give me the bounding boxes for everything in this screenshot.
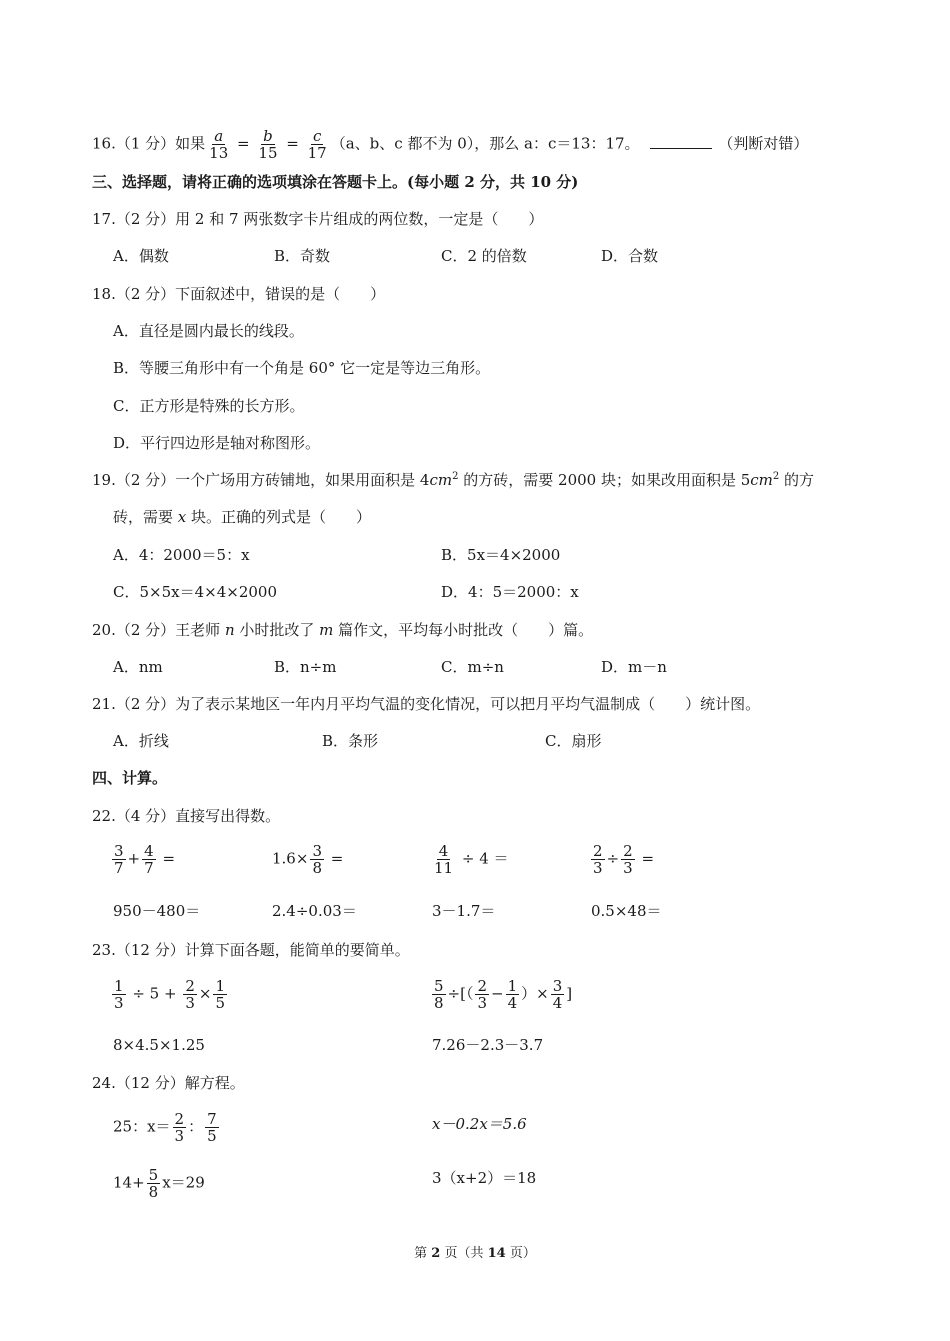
question-23-stem: 23.（12 分）计算下面各题，能简单的要简单。 xyxy=(92,941,410,959)
q24-equation-4: 3（x+2）＝18 xyxy=(432,1169,537,1187)
fraction-a-13: $\frac{a}{13}$ xyxy=(209,127,229,162)
question-19-stem-line2: 砖，需要 x 块。正确的列式是（ ） xyxy=(113,508,372,526)
q24-equation-1: 25：x＝ $\frac{2}{3}$ ： $\frac{7}{5}$ xyxy=(113,1110,217,1145)
section-3-heading: 三、选择题，请将正确的选项填涂在答题卡上。(每小题 2 分，共 10 分) xyxy=(92,173,579,191)
answer-blank[interactable] xyxy=(650,134,712,149)
q18-option-c[interactable]: C．正方形是特殊的长方形。 xyxy=(113,397,305,415)
question-24-stem: 24.（12 分）解方程。 xyxy=(92,1074,245,1092)
q24-equation-2: x－0.2x＝5.6 xyxy=(432,1115,527,1133)
q22-expr-1: $\frac{3}{7}$ + $\frac{4}{7}$ = xyxy=(114,842,176,877)
q21-option-c[interactable]: C．扇形 xyxy=(545,732,602,750)
q20-option-b[interactable]: B．n÷m xyxy=(274,658,337,676)
q22-expr-2: 1.6× $\frac{3}{8}$ = xyxy=(272,842,344,877)
q22-expr-7: 3－1.7＝ xyxy=(432,902,496,920)
q18-option-d[interactable]: D．平行四边形是轴对称图形。 xyxy=(113,434,321,452)
q20-option-c[interactable]: C．m÷n xyxy=(441,658,504,676)
question-16: 16.（1 分）如果 $\frac{a}{13}$ = $\frac{b}{15}$ = $\frac{c}{17}$ （a、b、c 都不为 0），那么 a：c＝13：17。 （判断对错） xyxy=(92,127,809,162)
fraction-b-15: $\frac{b}{15}$ xyxy=(258,127,278,162)
question-22-stem: 22.（4 分）直接写出得数。 xyxy=(92,807,281,825)
q19-option-a[interactable]: A．4：2000＝5：x xyxy=(113,546,250,564)
q23-expr-1: $\frac{1}{3}$ ÷ 5 + $\frac{2}{3}$ × $\frac{1}{5}$ xyxy=(114,977,225,1012)
q23-expr-2: $\frac{5}{8}$ ÷[（ $\frac{2}{3}$ − $\frac{1}{4}$ ）× $\frac{3}{4}$ ] xyxy=(434,977,573,1012)
q17-option-c[interactable]: C．2 的倍数 xyxy=(441,247,527,265)
q24-equation-3: 14+ $\frac{5}{8}$ x＝29 xyxy=(113,1166,205,1201)
q17-option-b[interactable]: B．奇数 xyxy=(274,247,331,265)
q21-option-a[interactable]: A．折线 xyxy=(113,732,169,750)
q19-option-c[interactable]: C．5×5x＝4×4×2000 xyxy=(113,583,277,601)
q17-option-a[interactable]: A．偶数 xyxy=(113,247,169,265)
q22-expr-8: 0.5×48＝ xyxy=(591,902,662,920)
q22-expr-5: 950－480＝ xyxy=(113,902,201,920)
q17-option-d[interactable]: D．合数 xyxy=(601,247,659,265)
fraction-c-17: $\frac{c}{17}$ xyxy=(307,127,327,162)
question-19-stem-line1: 19.（2 分）一个广场用方砖铺地，如果用面积是 $4cm^2$ 的方砖，需要 2000 块；如果改用面积是 $5cm^2$ 的方 xyxy=(92,471,815,489)
q18-option-a[interactable]: A．直径是圆内最长的线段。 xyxy=(113,322,304,340)
question-20-stem: 20.（2 分）王老师 n 小时批改了 m 篇作文，平均每小时批改（ ）篇。 xyxy=(92,621,594,639)
q22-expr-6: 2.4÷0.03＝ xyxy=(272,902,357,920)
q22-expr-3: $\frac{4}{11}$ ÷ 4 ＝ xyxy=(434,842,509,877)
q18-option-b[interactable]: B．等腰三角形中有一个角是 60° 它一定是等边三角形。 xyxy=(113,359,491,377)
q23-expr-4: 7.26－2.3－3.7 xyxy=(432,1036,544,1054)
q20-option-d[interactable]: D．m－n xyxy=(601,658,667,676)
q20-option-a[interactable]: A．nm xyxy=(113,658,163,676)
q19-option-b[interactable]: B．5x＝4×2000 xyxy=(441,546,561,564)
question-17-stem: 17.（2 分）用 2 和 7 两张数字卡片组成的两位数，一定是（ ） xyxy=(92,210,544,228)
question-21-stem: 21.（2 分）为了表示某地区一年内月平均气温的变化情况，可以把月平均气温制成（ ）统计图。 xyxy=(92,695,761,713)
q19-option-d[interactable]: D．4：5＝2000：x xyxy=(441,583,579,601)
page-footer: 第 2 页（共 14 页） xyxy=(414,1246,536,1261)
q23-expr-3: 8×4.5×1.25 xyxy=(113,1036,205,1054)
q21-option-b[interactable]: B．条形 xyxy=(322,732,379,750)
q22-expr-4: $\frac{2}{3}$ ÷ $\frac{2}{3}$ = xyxy=(593,842,655,877)
question-18-stem: 18.（2 分）下面叙述中，错误的是（ ） xyxy=(92,285,386,303)
section-4-heading: 四、计算。 xyxy=(92,769,168,787)
